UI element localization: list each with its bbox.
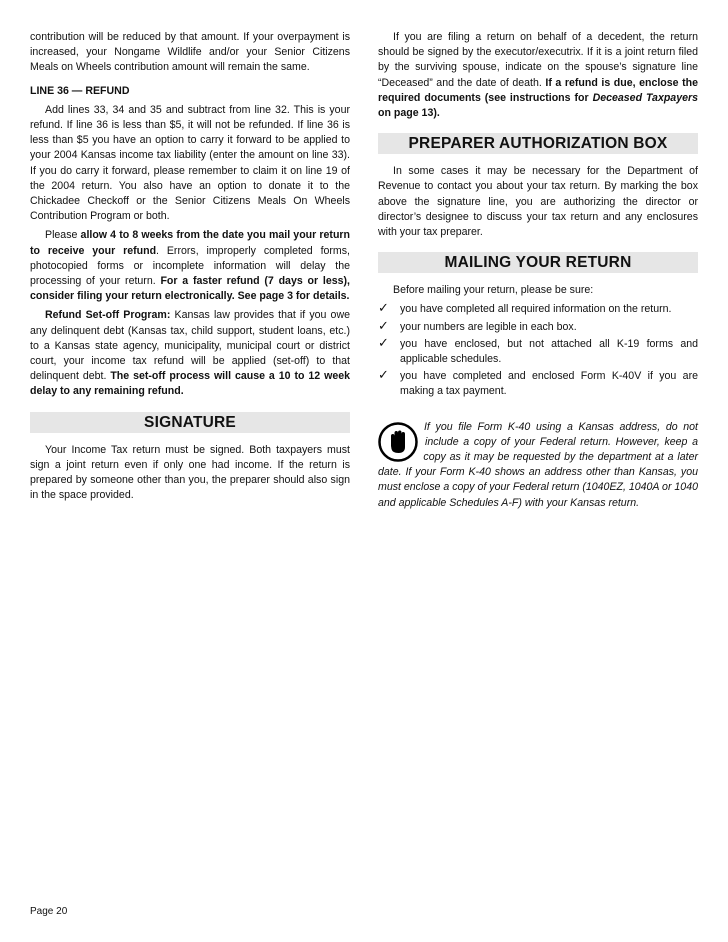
page-number: Page 20: [30, 906, 68, 917]
setoff-paragraph: Refund Set-off Program: Kansas law provides that if you owe any delinquent debt (Kansas tax, child support, student loans, etc.) to a Kansas state agency, municipality, municipal court or district court, your income tax refund will be applied (set-off) to that delinquent debt. The set-off process will cause a 10 to 12 week delay to any remaining refund.: [30, 309, 351, 398]
stop-hand-icon: [378, 422, 418, 462]
signature-paragraph: Your Income Tax return must be signed. Both taxpayers must sign a joint return even if only one had income. If the return is prepared by someone other than you, the preparer should also sign in the space provided.: [30, 443, 350, 502]
checkmark-icon: ✓: [378, 318, 389, 334]
checkmark-icon: ✓: [378, 335, 389, 351]
list-item: ✓ you have completed and enclosed Form K-40V if you are making a tax payment.: [378, 368, 698, 398]
federal-return-note: If you file Form K-40 using a Kansas address, do not include a copy of your Federal return. However, keep a copy as it may be requested by the department at a later date. If your Form K-40 shows an address other than Kansas, you must enclose a copy of your Federal return (1040EZ, 1040A or 1040 and applicable Schedules A-F) with your Kansas return.: [378, 420, 698, 509]
mailing-heading: MAILING YOUR RETURN: [378, 252, 698, 273]
electronic-filing-emphasis: For a faster refund (7 days or less), consider filing your return electronically. See page 3 for details.: [30, 275, 350, 303]
decedent-paragraph: If you are filing a return on behalf of a decedent, the return should be signed by the executor/executrix. If it is a joint return filed by the surviving spouse, indicate on the spouse’s signature line “Deceased” and the date of death. If a refund is due, enclose the required documents (see instructions for Deceased Taxpayers on page 13).: [378, 31, 699, 120]
checkmark-icon: ✓: [378, 368, 389, 384]
left-column: [30, 30, 350, 507]
setoff-delay-emphasis: The set-off process will cause a 10 to 12 week delay to any remaining refund.: [30, 370, 351, 398]
line36-paragraph: Add lines 33, 34 and 35 and subtract from line 32. This is your refund. If line 36 is less than $5, it will not be refunded. If line 36 is less than $5 you have an option to carry it forward to be applied to your 2004 Kansas income tax liability (enter the amount on line 33). If you do carry it forward, please remember to claim it on line 19 of the 2004 return. You also have an option to donate it to the Chickadee Checkoff or the Senior Citizens Meals On Wheels Contribution Program or both.: [30, 103, 350, 223]
preparer-paragraph: In some cases it may be necessary for the Department of Revenue to contact you about your tax return. By marking the box above the signature line, you are authorizing the director or director’s designee to discuss your tax return and any enclosures with your tax preparer.: [378, 165, 698, 239]
refund-overpayment-paragraph: contribution will be reduced by that amount. If your overpayment is increased, your Nongame Wildlife and/or your Senior Citizens Meals on Wheels contribution amount will remain the same.: [30, 31, 350, 74]
list-item: ✓ your numbers are legible in each box.: [378, 318, 577, 334]
refund-timing-emphasis: allow 4 to 8 weeks from the date you mail your return to receive your refund: [30, 229, 351, 257]
checkmark-icon: ✓: [378, 301, 389, 317]
preparer-authorization-heading: PREPARER AUTHORIZATION BOX: [378, 133, 698, 154]
refund-timing-paragraph: Please allow 4 to 8 weeks from the date you mail your return to receive your refund. Errors, improperly completed forms, photocopied forms or incomplete information will delay the processing of your return. For a faster refund (7 days or less), consider filing your return electronically. See page 3 for details.: [30, 229, 351, 303]
right-column: [378, 30, 698, 511]
mailing-checklist: [378, 302, 698, 399]
signature-heading: SIGNATURE: [30, 412, 350, 433]
deceased-taxpayers-reference: Deceased Taxpayers: [592, 91, 698, 104]
list-item: ✓ you have enclosed, but not attached all K-19 forms and applicable schedules.: [378, 335, 698, 366]
setoff-label: Refund Set-off Program:: [45, 309, 171, 322]
list-item: ✓ you have completed all required information on the return.: [378, 301, 672, 317]
line36-heading: LINE 36 — REFUND: [30, 84, 130, 97]
mailing-intro: Before mailing your return, please be sure:: [393, 284, 594, 297]
